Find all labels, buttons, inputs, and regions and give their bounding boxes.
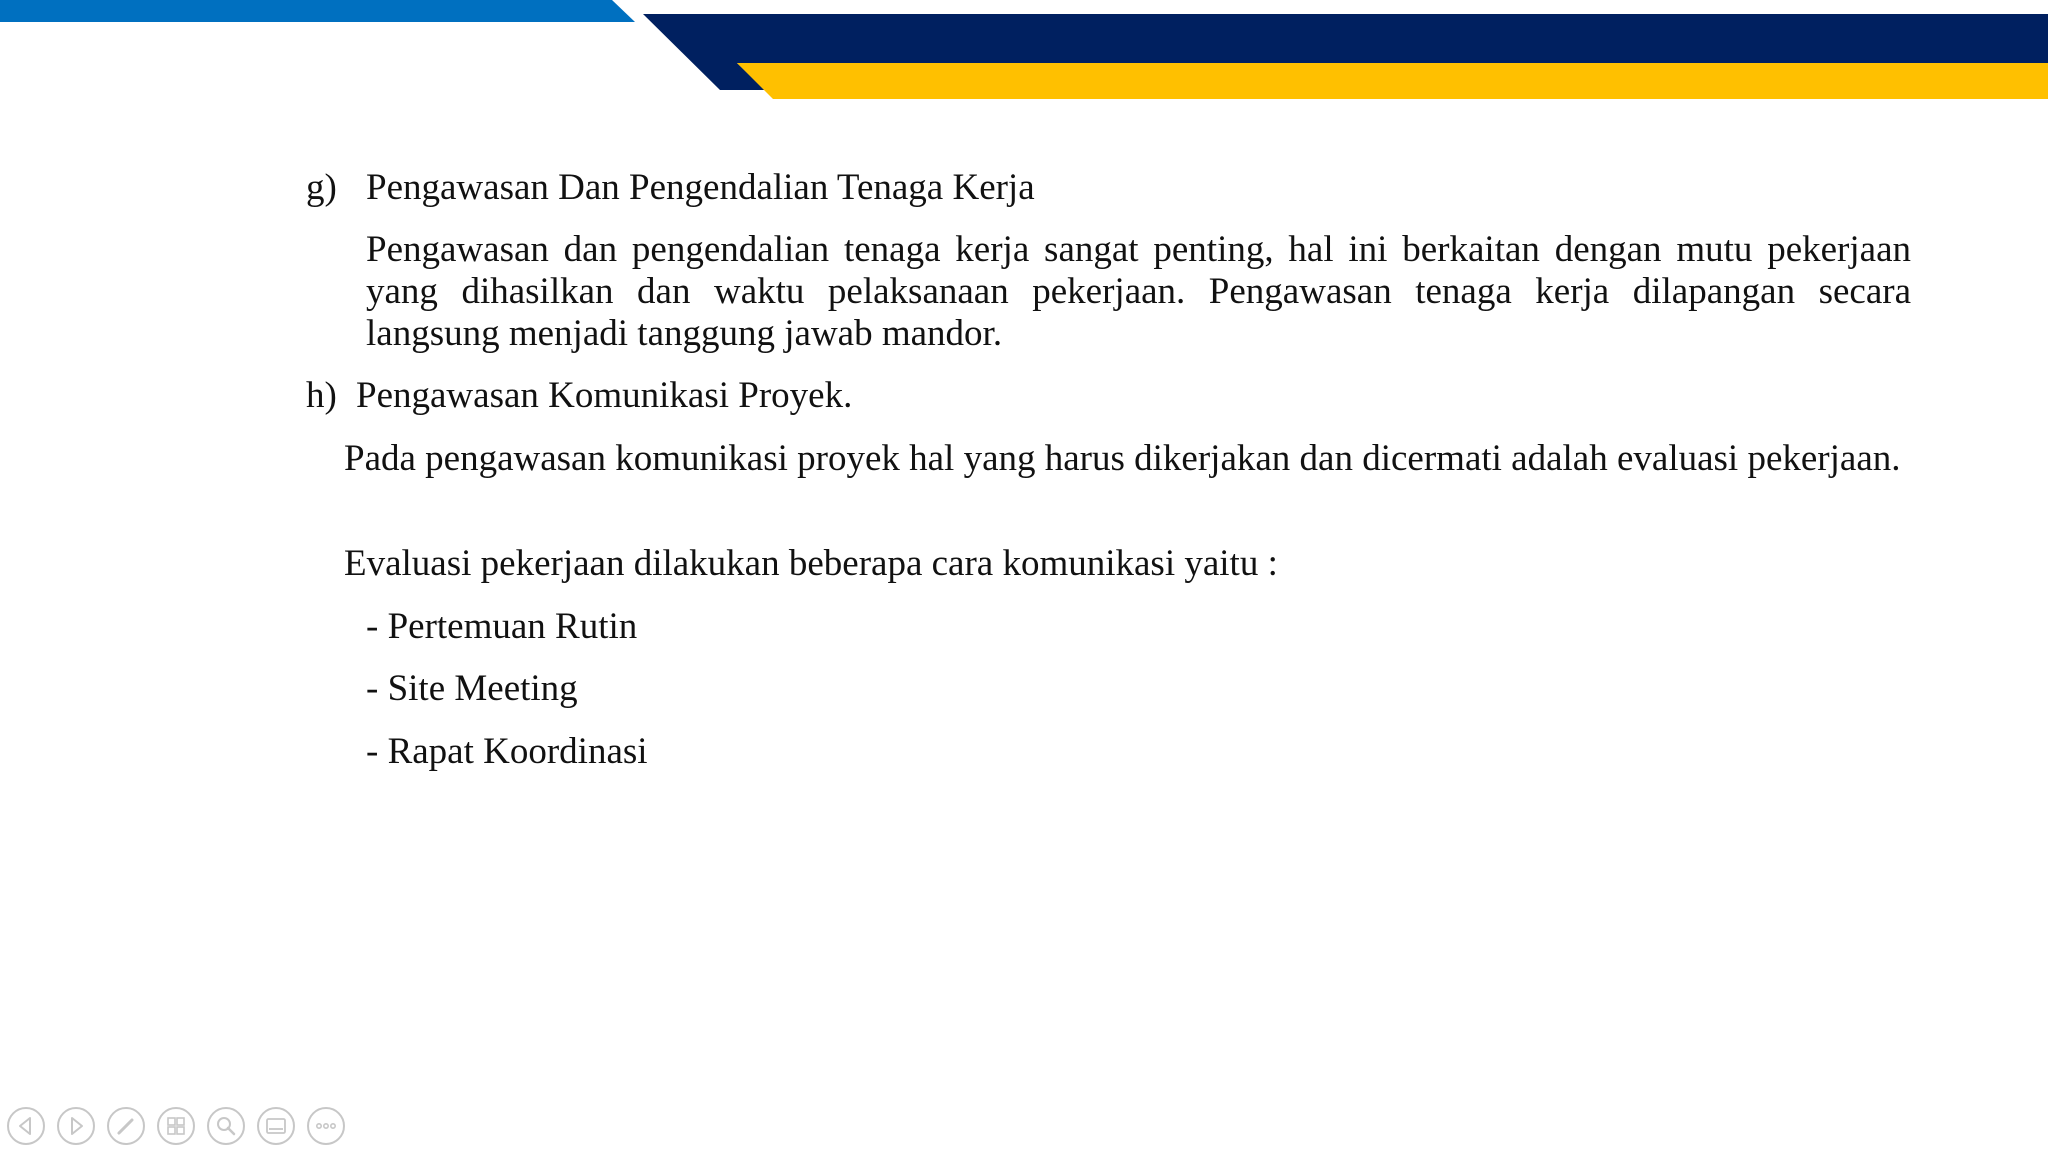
pen-tool-button[interactable] xyxy=(106,1106,146,1146)
slides-icon xyxy=(156,1106,196,1146)
blue-band xyxy=(0,0,635,22)
list-item: - Pertemuan Rutin xyxy=(366,606,638,647)
see-all-slides-button[interactable] xyxy=(156,1106,196,1146)
slideshow-toolbar xyxy=(6,1106,346,1150)
subtitles-button[interactable] xyxy=(256,1106,296,1146)
more-options-button[interactable] xyxy=(306,1106,346,1146)
section-h-title: Pengawasan Komunikasi Proyek. xyxy=(356,375,853,416)
section-h-heading xyxy=(306,375,852,417)
section-g-paragraph: Pengawasan dan pengendalian tenaga kerja sangat penting, hal ini berkaitan dengan mutu pekerjaan yang dihasilkan dan waktu pelaksanaan pekerjaan. Pengawasan tenaga kerja dilapangan secara langsung menjadi tanggung jawab mandor. xyxy=(366,229,1911,354)
zoom-icon xyxy=(206,1106,246,1146)
section-g-heading xyxy=(306,167,1035,209)
next-icon xyxy=(56,1106,96,1146)
list-item: - Rapat Koordinasi xyxy=(366,731,648,772)
section-h-label: h) xyxy=(306,375,337,416)
previous-icon xyxy=(6,1106,46,1146)
section-h-paragraph-1: Pada pengawasan komunikasi proyek hal yang harus dikerjakan dan dicermati adalah evaluasi pekerjaan. xyxy=(344,438,1901,479)
header-decoration xyxy=(0,0,2048,110)
zoom-button[interactable] xyxy=(206,1106,246,1146)
previous-slide-button[interactable] xyxy=(6,1106,46,1146)
section-h-paragraph-2: Evaluasi pekerjaan dilakukan beberapa cara komunikasi yaitu : xyxy=(344,543,1278,584)
pen-icon xyxy=(106,1106,146,1146)
more-options-icon xyxy=(306,1106,346,1146)
gold-band xyxy=(737,63,2048,99)
section-g-label: g) xyxy=(306,167,337,208)
subtitles-icon xyxy=(256,1106,296,1146)
next-slide-button[interactable] xyxy=(56,1106,96,1146)
section-g-title: Pengawasan Dan Pengendalian Tenaga Kerja xyxy=(366,167,1035,208)
list-item: - Site Meeting xyxy=(366,668,578,709)
